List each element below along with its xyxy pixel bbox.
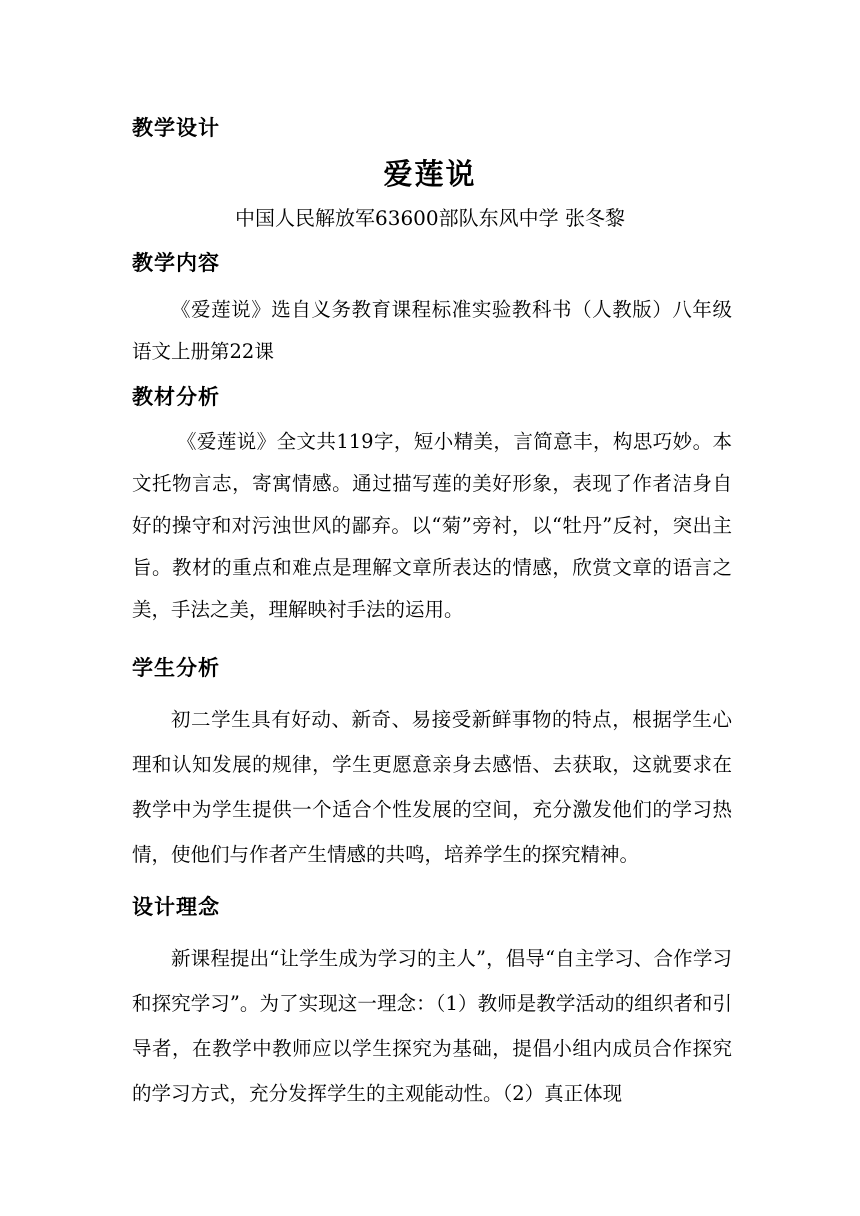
document-title: 爱莲说	[383, 157, 477, 191]
heading-student-analysis: 学生分析	[132, 656, 220, 680]
heading-teaching-content: 教学内容	[132, 251, 220, 275]
paragraph-material-analysis: 《爱莲说》全文共119字，短小精美，言简意丰，构思巧妙。本文托物言志，寄寓情感。通过描写莲的美好形象，表现了作者洁身自好的操守和对污浊世风的鄙弃。以“菊”旁衬，以“牡丹”反衬，突出主旨。教材的重点和难点是理解文章所表达的情感，欣赏文章的语言之美，手法之美，理解映衬手法的运用。	[132, 430, 732, 621]
section-label: 教学设计	[132, 116, 220, 140]
heading-design-concept: 设计理念	[132, 895, 220, 919]
paragraph-teaching-content: 《爱莲说》选自义务教育课程标准实验教科书（人教版）八年级语文上册第22课	[132, 298, 732, 363]
paragraph-student-analysis: 初二学生具有好动、新奇、易接受新鲜事物的特点，根据学生心理和认知发展的规律，学生更愿意亲身去感悟、去获取，这就要求在教学中为学生提供一个适合个性发展的空间，充分激发他们的学习热情，使他们与作者产生情感的共鸣，培养学生的探究精神。	[132, 708, 732, 866]
author-line: 中国人民解放军63600部队东风中学 张冬黎	[235, 206, 625, 230]
paragraph-design-concept: 新课程提出“让学生成为学习的主人”，倡导“自主学习、合作学习和探究学习”。为了实现这一理念：（1）教师是教学活动的组织者和引导者，在教学中教师应以学生探究为基础，提倡小组内成员合作探究的学习方式，充分发挥学生的主观能动性。（2）真正体现	[132, 947, 732, 1105]
heading-material-analysis: 教材分析	[132, 385, 220, 409]
